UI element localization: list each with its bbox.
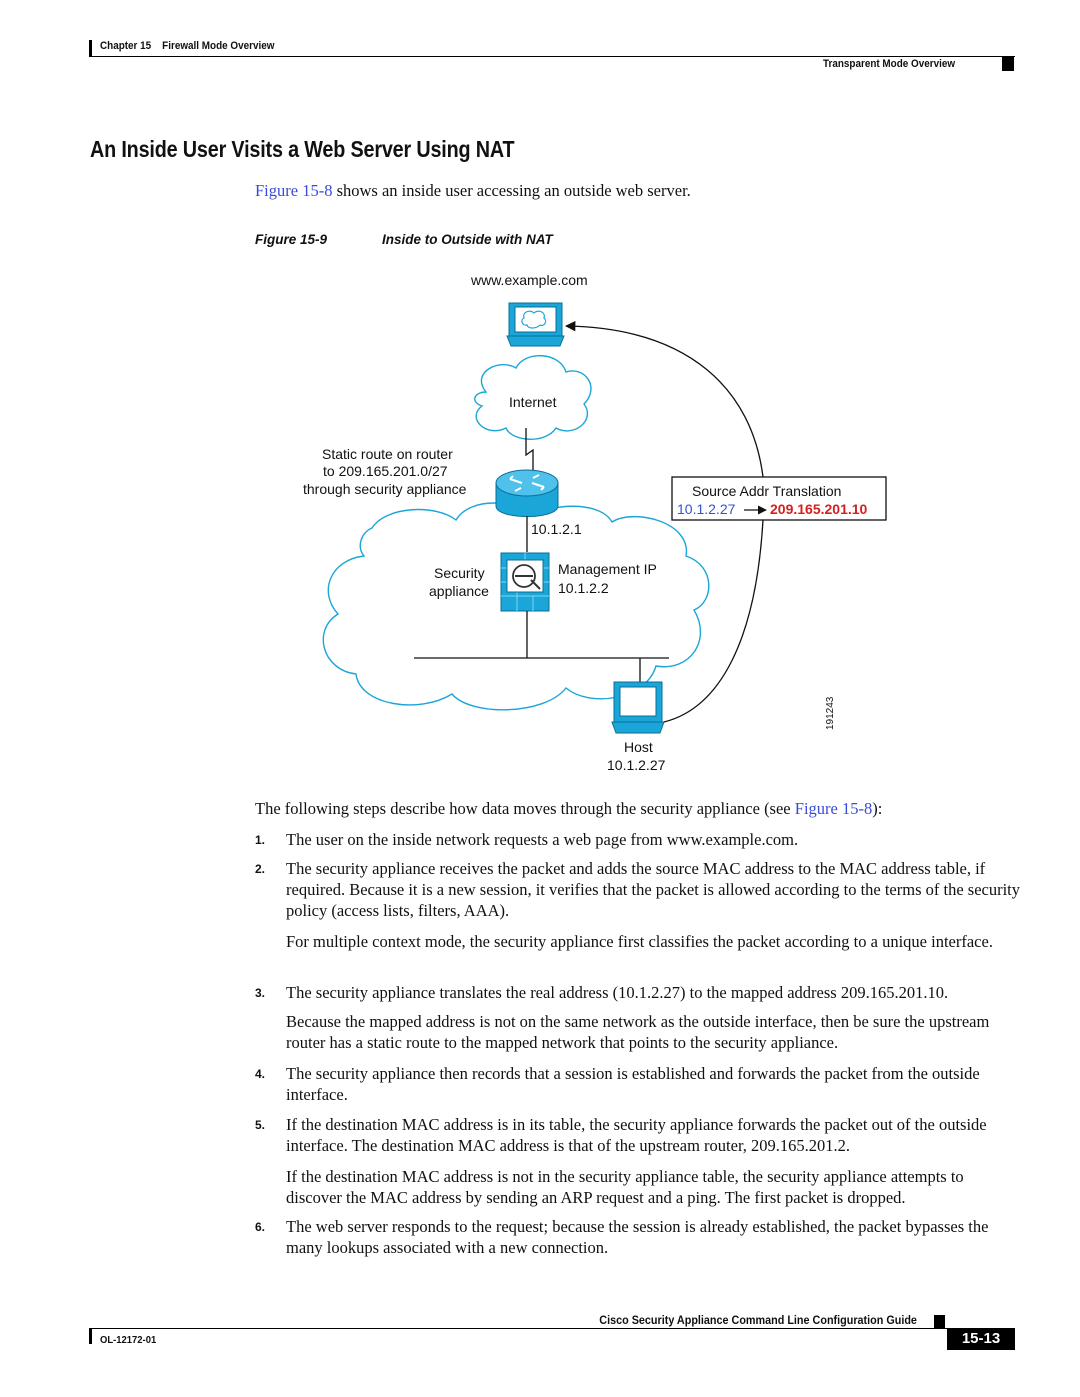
intro-text: shows an inside user accessing an outside web server. [332,181,691,200]
steps-intro [255,798,882,819]
header-chapter-title: Firewall Mode Overview [162,40,275,52]
steps-intro-text: The following steps describe how data moves through the security appliance (see [255,799,795,818]
step-text: The security appliance receives the packet and adds the source MAC address to the MAC address table, if required. Because it is a new session, it verifies that the packet is allowed according to the terms of the security policy (access lists, filters, AAA). [286,859,1021,920]
static-route-line2: to 209.165.201.0/27 [323,463,448,479]
step-text: The user on the inside network requests a web page from www.example.com. [286,830,799,849]
internet-label: Internet [509,394,557,410]
step-number: 1. [255,833,266,847]
router-icon [496,470,558,517]
page-number: 15-13 [947,1328,1015,1350]
footer-rule [89,1328,1015,1329]
host-ip-label: 10.1.2.27 [607,757,666,773]
step-2-note: For multiple context mode, the security appliance first classifies the packet according to a unique interface. [286,932,993,951]
footer-guide-title: Cisco Security Appliance Command Line Configuration Guide [599,1313,917,1327]
step-text: The security appliance translates the real address (10.1.2.27) to the mapped address 209.165.201.10. [286,983,949,1002]
steps-intro-figure-link[interactable]: Figure 15-8 [794,799,873,818]
management-ip-value: 10.1.2.2 [558,580,609,596]
nat-real-address: 10.1.2.27 [677,501,736,517]
footer-right-marker [934,1315,945,1328]
host-computer-icon [612,682,664,733]
figure-label: Figure 15-9 [255,232,328,247]
step-number: 6. [255,1220,266,1234]
step-text: The security appliance then records that a session is established and forwards the packet from the outside interface. [286,1064,980,1104]
security-appliance-icon [501,553,549,611]
steps-intro-end: ): [872,799,883,818]
intro-figure-link[interactable]: Figure 15-8 [255,181,333,200]
router-ip-label: 10.1.2.1 [531,521,582,537]
static-route-line1: Static route on router [322,446,453,462]
nat-title: Source Addr Translation [692,483,842,499]
flow-path-box-to-server [566,326,763,477]
step-5-note: If the destination MAC address is not in the security appliance table, the security appliance attempts to discover the MAC address by sending an ARP request and a ping. The first packet is dropped. [286,1167,964,1207]
static-route-line3: through security appliance [303,481,467,497]
host-label: Host [624,739,653,755]
header-chapter-number: Chapter 15 [100,40,152,52]
step-text: If the destination MAC address is in its table, the security appliance forwards the packet out of the outside interface. The destination MAC address is that of the upstream router, 209.165.201.2. [286,1115,987,1155]
security-label-line2: appliance [429,583,489,599]
footer-left-marker [89,1328,92,1344]
nat-mapped-address: 209.165.201.10 [770,501,868,517]
figure-title: Inside to Outside with NAT [382,232,553,247]
step-number: 2. [255,862,266,876]
header-section-title: Transparent Mode Overview [823,58,956,70]
footer-doc-id: OL-12172-01 [100,1334,157,1346]
step-3-note: Because the mapped address is not on the same network as the outside interface, then be sure the upstream router has a static route to the mapped network that points to the security appliance. [286,1012,990,1052]
figure-id: 191243 [825,696,836,730]
step-number: 4. [255,1067,266,1081]
management-ip-label: Management IP [558,561,657,577]
security-label-line1: Security [434,565,485,581]
section-title: An Inside User Visits a Web Server Using NAT [90,136,515,162]
web-server-icon [507,303,564,346]
server-label: www.example.com [471,272,588,288]
step-number: 3. [255,986,266,1000]
step-number: 5. [255,1118,266,1132]
step-text: The web server responds to the request; because the session is already established, the packet bypasses the many lookups associated with a new connection. [286,1217,989,1257]
